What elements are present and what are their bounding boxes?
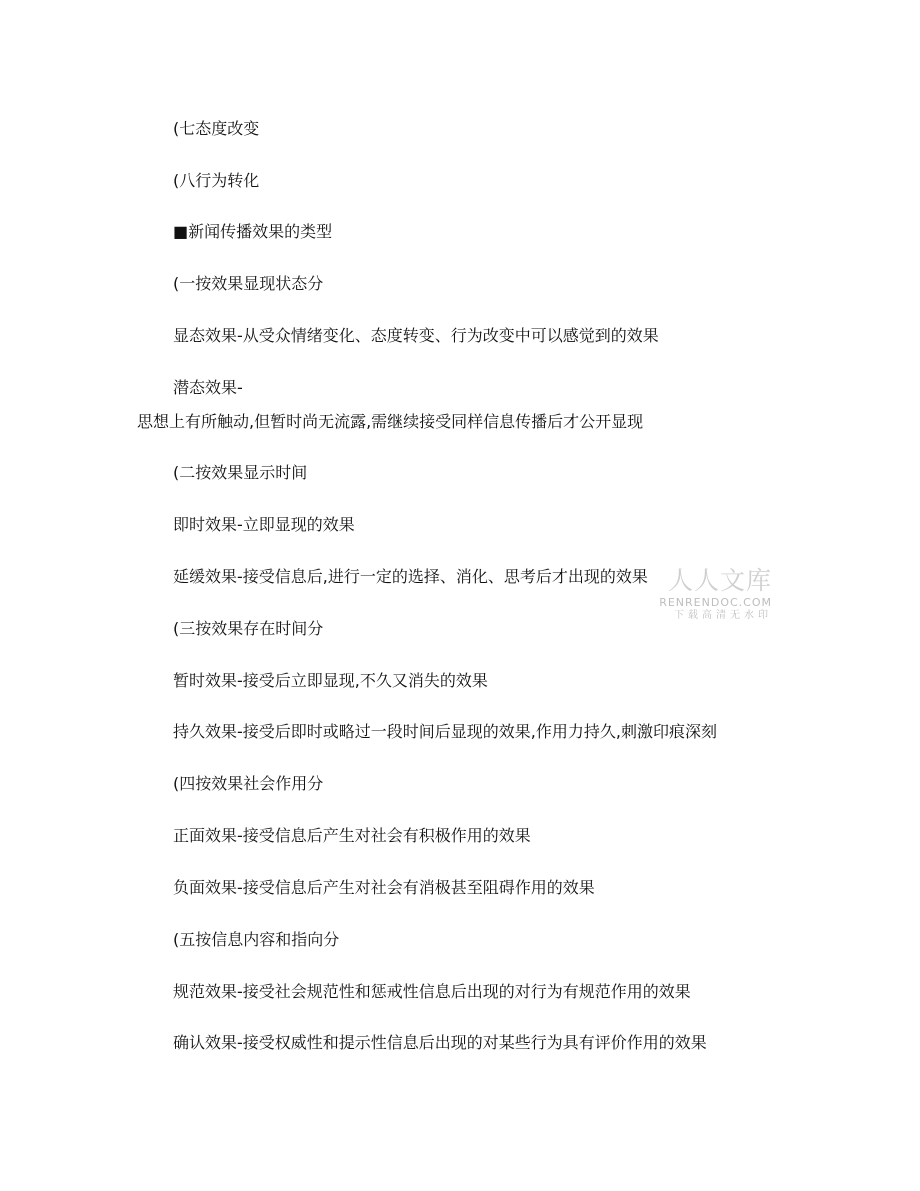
subsection-heading: (五按信息内容和指向分 (173, 930, 340, 949)
section-heading: (七态度改变 (173, 119, 260, 138)
subsection-heading: (三按效果存在时间分 (173, 619, 324, 638)
paragraph: 延缓效果-接受信息后,进行一定的选择、消化、思考后才出现的效果 (173, 567, 648, 586)
paragraph: 潜态效果- (173, 378, 243, 397)
watermark-logo: 人人文库 (667, 566, 772, 595)
watermark-url: RENRENDOC.COM (659, 596, 772, 609)
paragraph-continuation: 思想上有所触动,但暂时尚无流露,需继续接受同样信息传播后才公开显现 (137, 412, 644, 431)
paragraph: 确认效果-接受权威性和提示性信息后出现的对某些行为具有评价作用的效果 (173, 1033, 707, 1052)
subsection-heading: (四按效果社会作用分 (173, 774, 324, 793)
section-title: ■新闻传播效果的类型 (173, 222, 333, 241)
paragraph: 持久效果-接受后即时或略过一段时间后显现的效果,作用力持久,刺激印痕深刻 (173, 722, 717, 741)
subsection-heading: (一按效果显现状态分 (173, 274, 324, 293)
paragraph: 负面效果-接受信息后产生对社会有消极甚至阻碍作用的效果 (173, 878, 595, 897)
paragraph: 显态效果-从受众情绪变化、态度转变、行为改变中可以感觉到的效果 (173, 326, 659, 345)
paragraph: 暂时效果-接受后立即显现,不久又消失的效果 (173, 671, 488, 690)
paragraph: 规范效果-接受社会规范性和惩戒性信息后出现的对行为有规范作用的效果 (173, 982, 691, 1001)
watermark-subtitle: 下载高清无水印 (674, 610, 772, 621)
paragraph: 正面效果-接受信息后产生对社会有积极作用的效果 (173, 826, 531, 845)
subsection-heading: (二按效果显示时间 (173, 463, 308, 482)
watermark (640, 566, 772, 623)
section-heading: (八行为转化 (173, 171, 260, 190)
paragraph: 即时效果-立即显现的效果 (173, 515, 355, 534)
